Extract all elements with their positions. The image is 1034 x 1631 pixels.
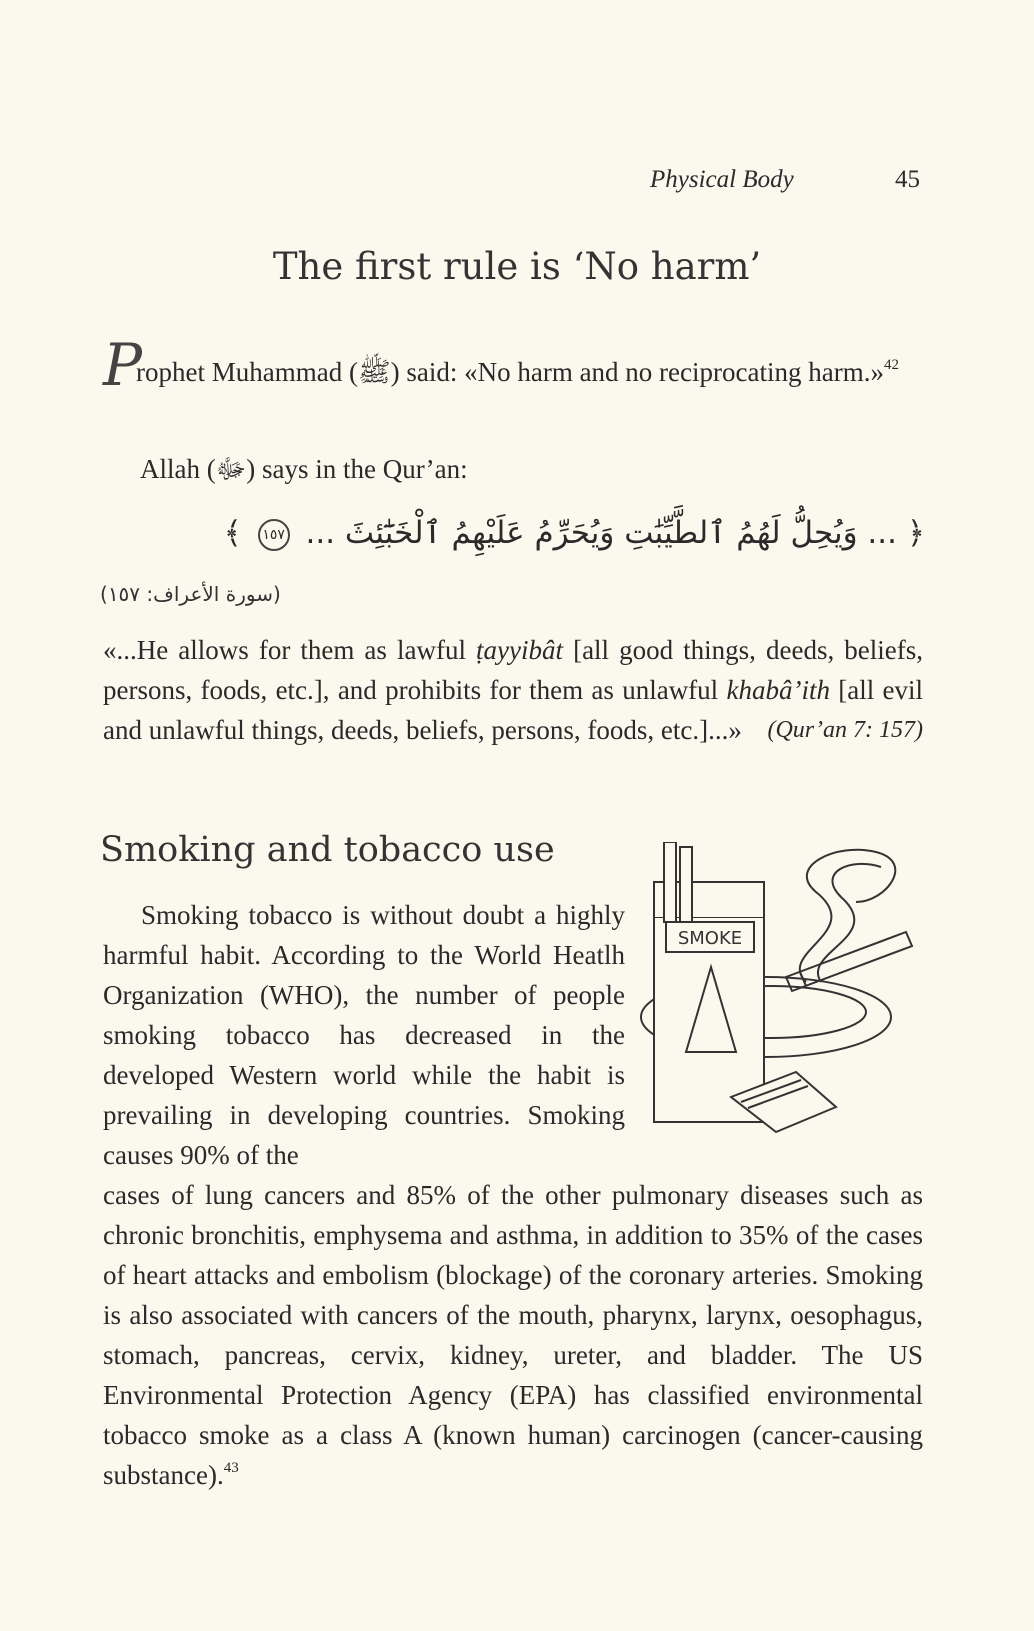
running-head-section: Physical Body [650, 166, 794, 193]
quran-intro: Allah (ﷻ) says in the Qur’an: [140, 454, 468, 484]
translation-close-quote: » [728, 715, 742, 745]
quran-reference: (Qur’an 7: 157) [767, 717, 923, 743]
intro-paragraph [103, 331, 923, 399]
footnote-marker-43: 43 [223, 1460, 239, 1476]
translation-part-2: [all good things, deeds, beliefs, persons, foods, etc.], and prohibits for them as unlawful [103, 635, 923, 705]
footnote-marker: 42 [883, 357, 899, 373]
page-title: The first rule is ‘No harm’ [272, 245, 762, 288]
intro-text: rophet Muhammad (ﷺ) said: «No harm and no reciprocating harm.» [136, 357, 884, 387]
pack-label: SMOKE [677, 928, 743, 949]
verse-end-mark: ﴾ [223, 515, 242, 551]
running-head [650, 166, 920, 194]
arabic-verse [223, 515, 925, 551]
page-number: 45 [895, 166, 920, 193]
smoking-paragraph-bottom-text: cases of lung cancers and 85% of the other pulmonary diseases such as chronic bronchitis, emphysema and asthma, in addition to 35% of the cases of heart attacks and embolism (blockage) of the coronary arteries. Smoking is also associated with cancers of the mouth, pharynx, larynx, oesophagus, stomach, pancreas, cervix, kidney, ureter, and bladder. The US Environmental Protection Agency (EPA) has classified environmental tobacco smoke as a class A (known human) carcinogen (cancer-causing substance). [103, 1180, 923, 1490]
term-tayyibat: ṭayyibât [476, 635, 564, 665]
translation-part-3: [all evil and unlawful things, deeds, beliefs, persons, foods, etc.]... [103, 675, 923, 745]
verse-number-medallion: ١٥٧ [258, 519, 290, 551]
verse-translation [103, 630, 923, 750]
cigarette-pack-illustration [636, 842, 936, 1162]
translation-open-quote: « [103, 635, 117, 665]
section-heading: Smoking and tobacco use [100, 830, 555, 870]
term-khabaith: khabâ’ith [726, 675, 830, 705]
arabic-verse-text: ﴿ ... وَيُحِلُّ لَهُمُ ٱلطَّيِّبَٰتِ وَيُحَرِّمُ عَلَيْهِمُ ٱلْخَبَٰٓئِثَ ... [305, 515, 925, 551]
smoking-paragraph-bottom [103, 1175, 923, 1495]
arabic-reference: (سورة الأعراف: ١٥٧) [100, 582, 281, 606]
drop-cap: P [103, 331, 143, 399]
smoking-paragraph-top: Smoking tobacco is without doubt a highly harmful habit. According to the World Heatlh Organization (WHO), the number of people smoking tobacco has decreased in the developed Western world while the habit is prevailing in developing countries. Smoking causes 90% of the [103, 900, 625, 1170]
translation-part-1: ...He allows for them as lawful [116, 635, 477, 665]
